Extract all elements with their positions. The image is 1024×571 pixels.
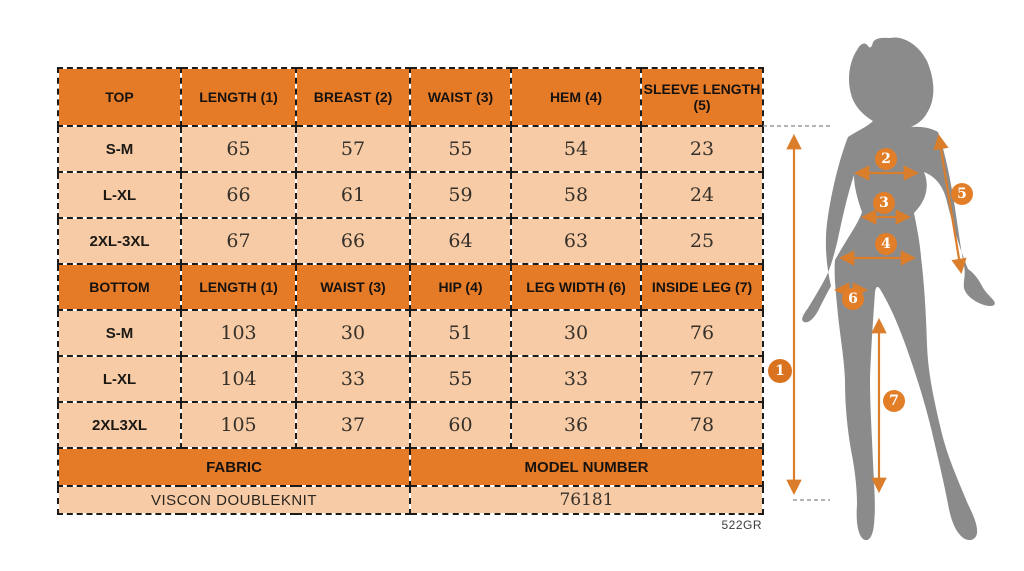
header-cell-breast: BREAST (2) [296, 68, 410, 126]
value-cell: 36 [511, 402, 641, 448]
value-cell: 65 [181, 126, 296, 172]
value-cell: 78 [641, 402, 763, 448]
size-label: S-M [58, 126, 181, 172]
value-cell: 23 [641, 126, 763, 172]
value-cell: 57 [296, 126, 410, 172]
header-cell-hip: HIP (4) [410, 264, 511, 310]
value-cell: 103 [181, 310, 296, 356]
header-cell-waist: WAIST (3) [296, 264, 410, 310]
value-cell: 33 [296, 356, 410, 402]
measure-badge-1: 1 [768, 359, 792, 383]
header-cell-bottom: BOTTOM [58, 264, 181, 310]
value-cell: 105 [181, 402, 296, 448]
header-cell-sleeve-length: SLEEVE LENGTH (5) [641, 68, 763, 126]
header-cell-hem: HEM (4) [511, 68, 641, 126]
header-cell-waist: WAIST (3) [410, 68, 511, 126]
measure-badge-5: 5 [951, 183, 973, 205]
style-code: 522GR [721, 518, 762, 532]
value-cell: 66 [181, 172, 296, 218]
value-cell: 30 [296, 310, 410, 356]
value-cell: 24 [641, 172, 763, 218]
header-cell-length: LENGTH (1) [181, 68, 296, 126]
value-cell: 63 [511, 218, 641, 264]
size-label: S-M [58, 310, 181, 356]
value-cell: 25 [641, 218, 763, 264]
value-cell: 55 [410, 126, 511, 172]
value-cell: 60 [410, 402, 511, 448]
value-cell: 30 [511, 310, 641, 356]
header-cell-length: LENGTH (1) [181, 264, 296, 310]
model-number-value: 76181 [410, 486, 763, 514]
measure-badge-4: 4 [875, 233, 897, 255]
header-cell-inside-leg: INSIDE LEG (7) [641, 264, 763, 310]
value-cell: 58 [511, 172, 641, 218]
value-cell: 66 [296, 218, 410, 264]
value-cell: 76 [641, 310, 763, 356]
value-cell: 59 [410, 172, 511, 218]
header-cell-leg-width: LEG WIDTH (6) [511, 264, 641, 310]
measure-badge-2: 2 [875, 148, 897, 170]
measure-badge-3: 3 [873, 192, 895, 214]
value-cell: 104 [181, 356, 296, 402]
fabric-value: VISCON DOUBLEKNIT [58, 486, 410, 514]
value-cell: 37 [296, 402, 410, 448]
size-label: L-XL [58, 356, 181, 402]
value-cell: 55 [410, 356, 511, 402]
value-cell: 54 [511, 126, 641, 172]
value-cell: 61 [296, 172, 410, 218]
size-label: L-XL [58, 172, 181, 218]
measure-badge-7: 7 [883, 390, 905, 412]
value-cell: 64 [410, 218, 511, 264]
fabric-label: FABRIC [58, 448, 410, 486]
value-cell: 77 [641, 356, 763, 402]
measure-badge-6: 6 [842, 288, 864, 310]
size-label: 2XL3XL [58, 402, 181, 448]
size-label: 2XL-3XL [58, 218, 181, 264]
value-cell: 33 [511, 356, 641, 402]
value-cell: 67 [181, 218, 296, 264]
woman-silhouette [802, 37, 995, 540]
model-number-label: MODEL NUMBER [410, 448, 763, 486]
header-cell-top: TOP [58, 68, 181, 126]
value-cell: 51 [410, 310, 511, 356]
